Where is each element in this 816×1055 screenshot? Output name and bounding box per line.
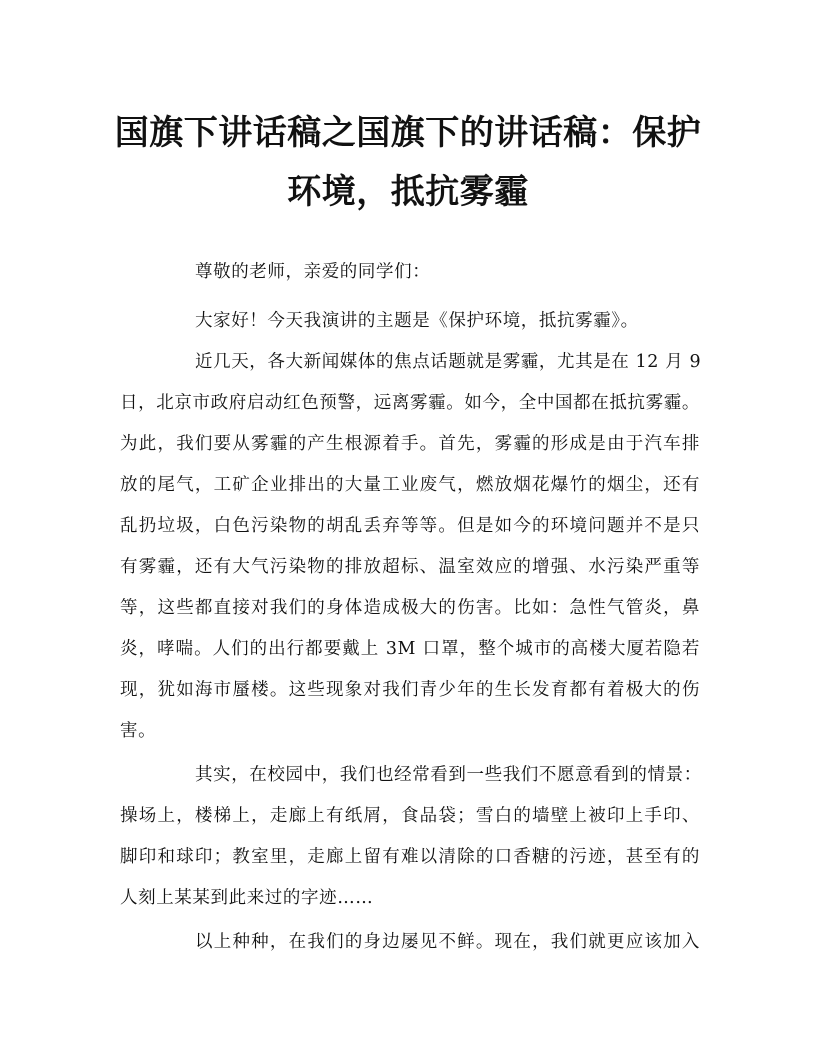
body-text-line: 日，北京市政府启动红色预警，远离雾霾。如今，全中国都在抵抗雾霾。 [120, 393, 700, 413]
document-title-line-2: 环境，抵抗雾霾 [287, 172, 529, 212]
body-text-line: 乱扔垃圾，白色污染物的胡乱丢弃等等。但是如今的环境问题并不是只 [120, 516, 700, 536]
body-text-line: 脚印和球印；教室里，走廊上留有难以清除的口香糖的污迹，甚至有的 [120, 847, 700, 867]
body-text-line: 人刻上某某到此来过的字迹…… [120, 888, 374, 908]
body-text-line: 近几天，各大新闻媒体的焦点话题就是雾霾，尤其是在 12 月 9 [195, 352, 702, 372]
body-text-line: 等，这些都直接对我们的身体造成极大的伤害。比如：急性气管炎，鼻 [120, 598, 700, 618]
greeting-line: 尊敬的老师，亲爱的同学们： [195, 262, 431, 282]
body-text-line: 放的尾气，工矿企业排出的大量工业废气，燃放烟花爆竹的烟尘，还有 [120, 475, 700, 495]
body-text-line: 现，犹如海市蜃楼。这些现象对我们青少年的生长发育都有着极大的伤 [120, 680, 700, 700]
opening-line: 大家好！今天我演讲的主题是《保护环境，抵抗雾霾》。 [195, 311, 639, 331]
body-text-line: 害。 [120, 721, 157, 741]
body-text-line: 操场上，楼梯上，走廊上有纸屑，食品袋；雪白的墙壁上被印上手印、 [120, 806, 700, 826]
body-text-line: 其实，在校园中，我们也经常看到一些我们不愿意看到的情景： [195, 765, 702, 785]
body-text-line: 为此，我们要从雾霾的产生根源着手。首先，雾霾的形成是由于汽车排 [120, 434, 700, 454]
document-title-line-1: 国旗下讲话稿之国旗下的讲话稿：保护 [114, 113, 702, 153]
body-text-line: 炎，哮喘。人们的出行都要戴上 3M 口罩，整个城市的高楼大厦若隐若 [120, 639, 700, 659]
body-text-line: 有雾霾，还有大气污染物的排放超标、温室效应的增强、水污染严重等 [120, 557, 700, 577]
body-text-line: 以上种种，在我们的身边屡见不鲜。现在，我们就更应该加入 [195, 932, 700, 952]
